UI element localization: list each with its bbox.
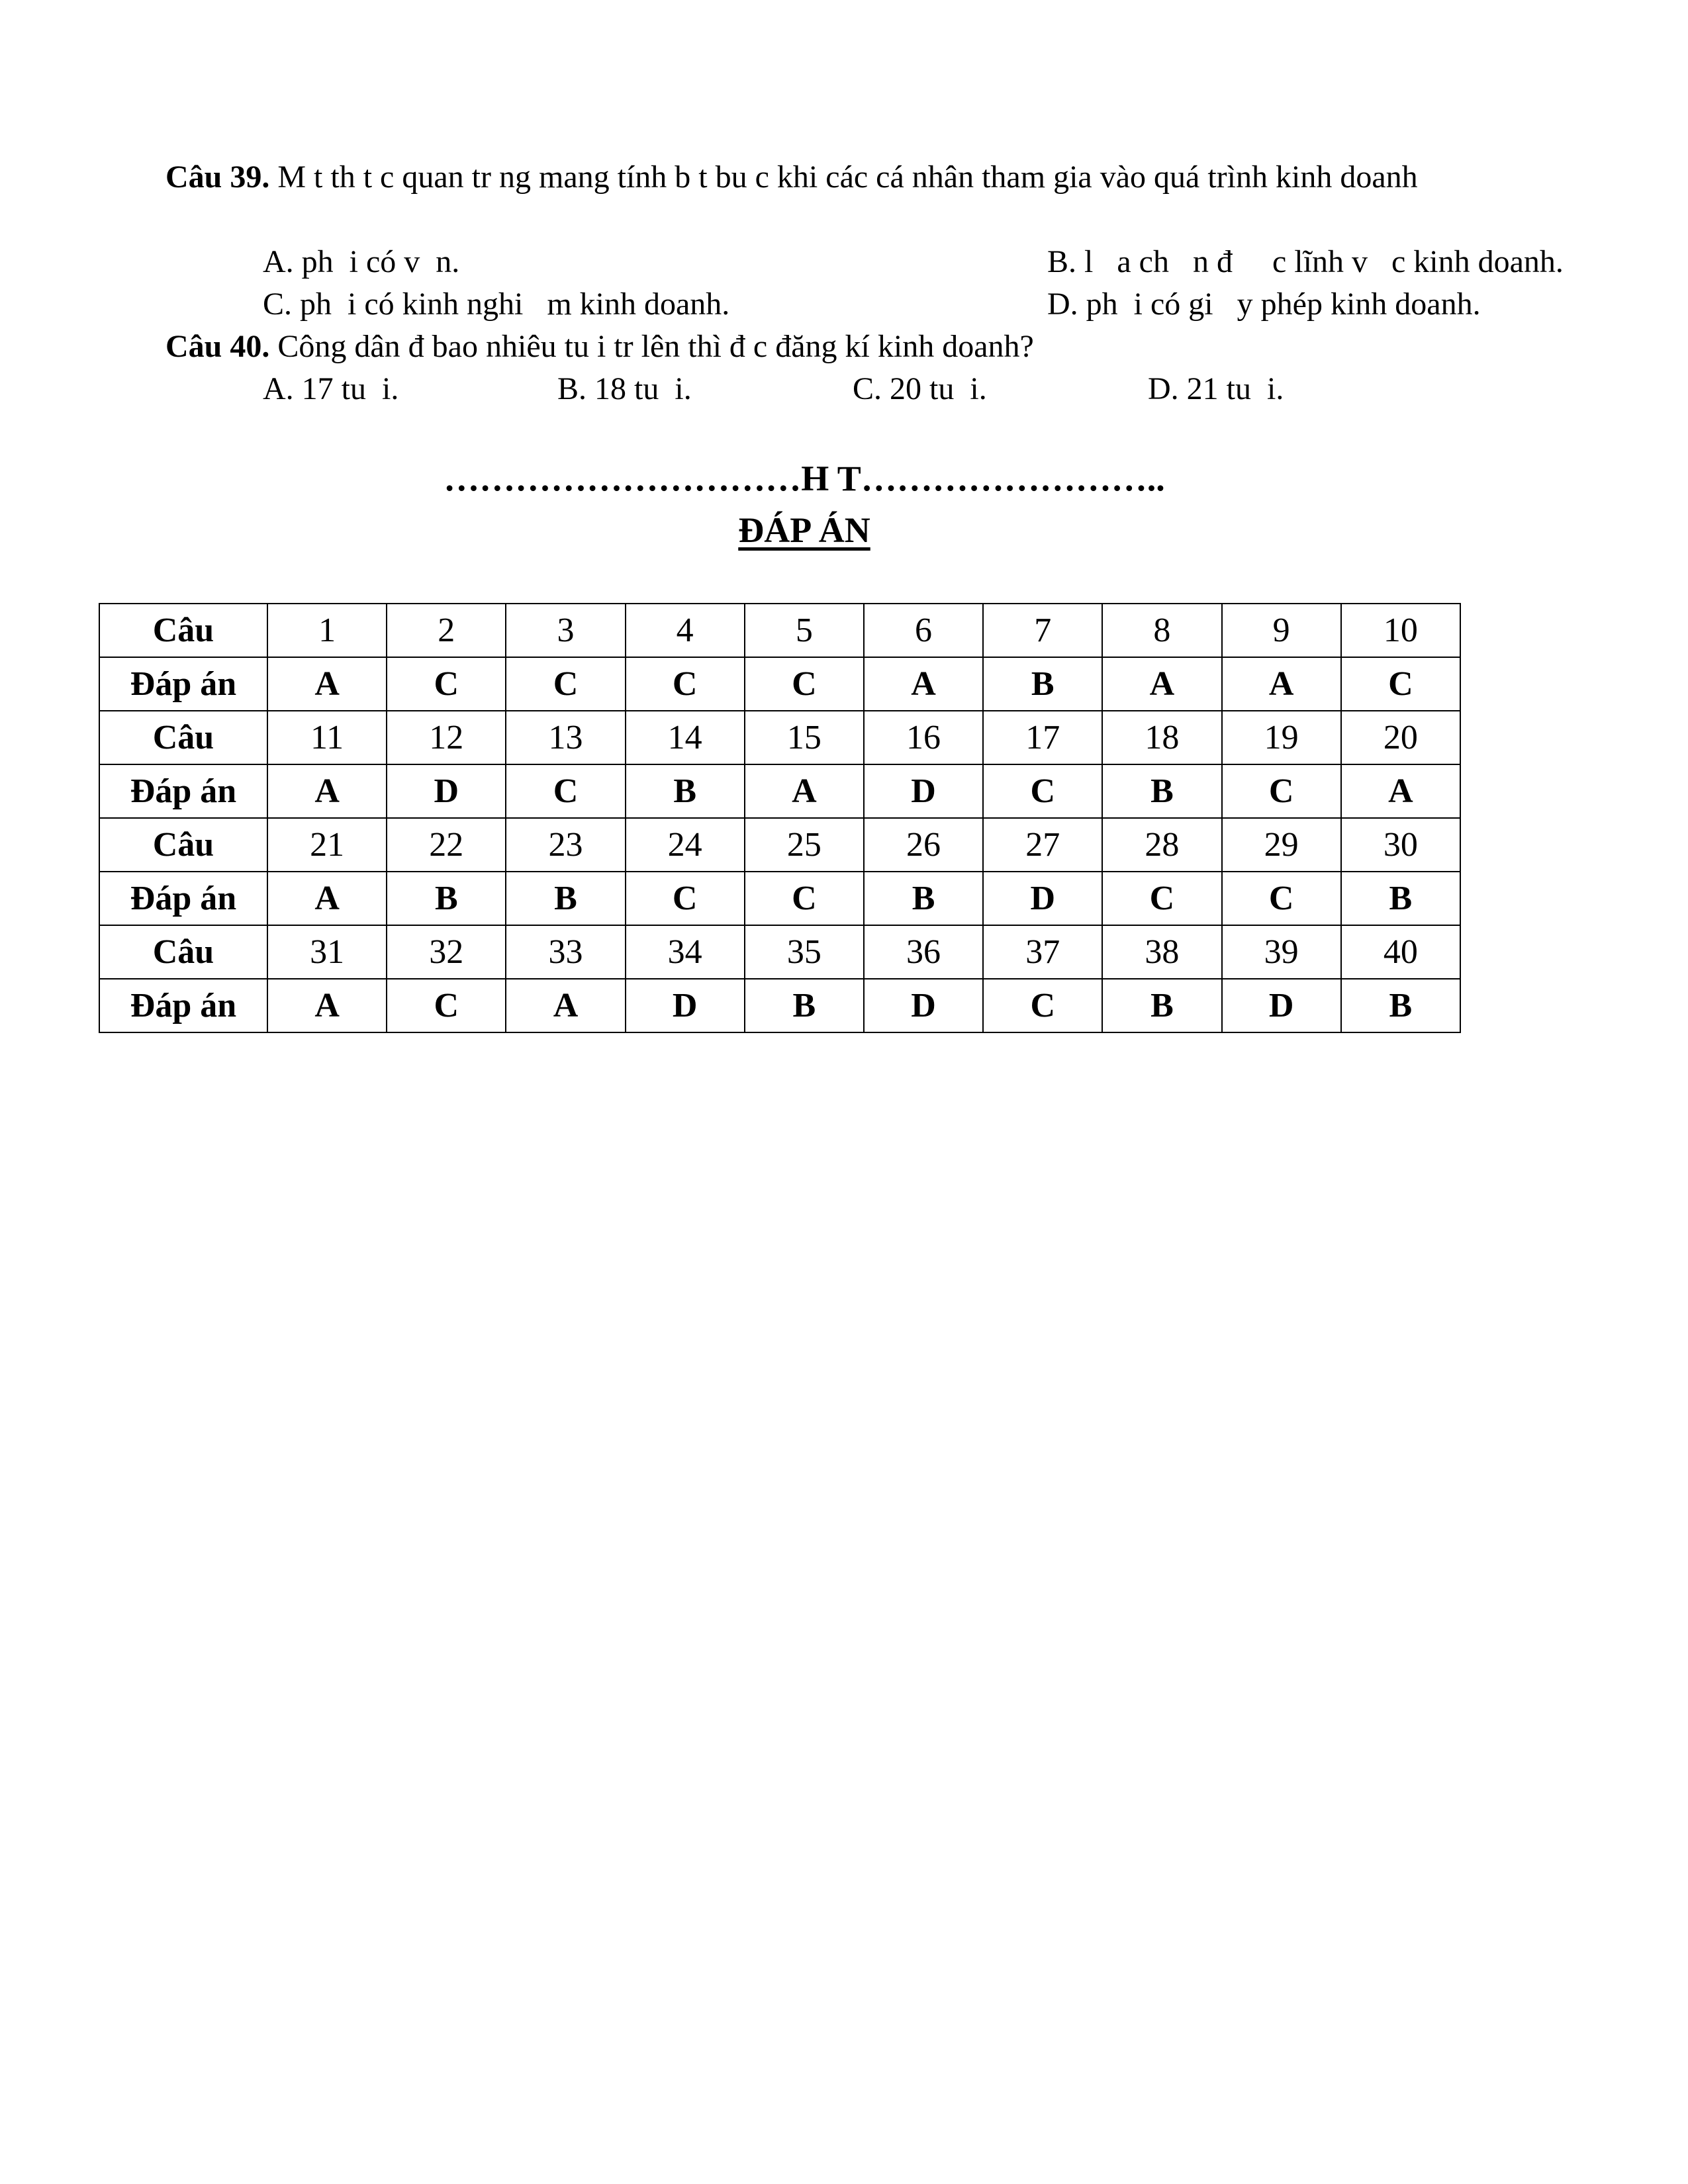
answer-cell: A [1102,657,1221,711]
answer-row [99,764,1460,818]
answer-cell: C [626,657,745,711]
answer-cell: C [1341,657,1460,711]
question-number-cell: 3 [506,604,625,657]
question-39-option-b: B. l a ch n đ c lĩnh v c kinh doanh. [1047,244,1564,279]
answer-cell: C [506,764,625,818]
answer-cell: D [983,872,1102,925]
question-row-label: Câu [99,711,267,764]
question-row-label: Câu [99,818,267,872]
answer-cell: A [506,979,625,1032]
answer-cell: A [745,764,864,818]
question-number-cell: 16 [864,711,983,764]
answer-cell: D [864,979,983,1032]
answer-cell: A [267,979,387,1032]
question-40-number: Câu 40. [165,329,270,364]
question-40-option-a: A. 17 tu i. [263,371,399,406]
answer-cell: D [1222,979,1341,1032]
question-number-cell: 2 [387,604,506,657]
question-number-row [99,604,1460,657]
question-number-cell: 40 [1341,925,1460,979]
question-40-option-c: C. 20 tu i. [853,371,987,406]
question-number-cell: 31 [267,925,387,979]
question-number-cell: 4 [626,604,745,657]
question-number-cell: 8 [1102,604,1221,657]
question-39-stem [165,156,1622,199]
question-number-cell: 35 [745,925,864,979]
answer-cell: C [387,979,506,1032]
answer-cell: A [864,657,983,711]
question-number-cell: 24 [626,818,745,872]
question-number-cell: 39 [1222,925,1341,979]
question-number-cell: 14 [626,711,745,764]
question-number-cell: 11 [267,711,387,764]
answer-cell: B [1102,979,1221,1032]
question-number-cell: 12 [387,711,506,764]
answer-cell: D [864,764,983,818]
answer-cell: D [626,979,745,1032]
answer-cell: C [1102,872,1221,925]
answer-row-label: Đáp án [99,657,267,711]
answer-cell: C [983,979,1102,1032]
question-40-option-d: D. 21 tu i. [1148,371,1284,406]
question-number-cell: 10 [1341,604,1460,657]
answer-cell: C [506,657,625,711]
question-row-label: Câu [99,604,267,657]
answer-key-table [99,603,1461,1033]
answer-cell: C [745,872,864,925]
question-number-cell: 33 [506,925,625,979]
answer-cell: B [626,764,745,818]
question-number-cell: 21 [267,818,387,872]
question-39-text: M t th t c quan tr ng mang tính b t bu c khi các cá nhân tham gia vào quá trình kinh doanh [269,159,1418,195]
answer-cell: A [1222,657,1341,711]
question-number-cell: 17 [983,711,1102,764]
answer-cell: B [745,979,864,1032]
answer-cell: A [267,872,387,925]
answer-row [99,979,1460,1032]
question-number-cell: 18 [1102,711,1221,764]
question-number-cell: 36 [864,925,983,979]
question-number-cell: 15 [745,711,864,764]
end-marker: …………………………H T…………………….. [444,459,1165,498]
question-number-cell: 26 [864,818,983,872]
question-number-cell: 23 [506,818,625,872]
answer-cell: C [1222,872,1341,925]
answer-cell: A [1341,764,1460,818]
question-number-cell: 27 [983,818,1102,872]
answer-cell: B [387,872,506,925]
question-number-cell: 13 [506,711,625,764]
answer-cell: C [745,657,864,711]
question-number-cell: 37 [983,925,1102,979]
answer-cell: C [983,764,1102,818]
answer-cell: B [983,657,1102,711]
question-number-cell: 32 [387,925,506,979]
question-number-cell: 19 [1222,711,1341,764]
question-39-option-a: A. ph i có v n. [263,244,460,279]
question-row-label: Câu [99,925,267,979]
question-number-row [99,818,1460,872]
answer-cell: B [1102,764,1221,818]
answer-cell: C [626,872,745,925]
question-40-stem [165,326,1622,368]
answer-row-label: Đáp án [99,979,267,1032]
answer-cell: B [506,872,625,925]
question-number-cell: 1 [267,604,387,657]
answer-cell: A [267,764,387,818]
question-40-text: Công dân đ bao nhiêu tu i tr lên thì đ c đăng kí kinh doanh? [269,329,1034,364]
answer-row [99,657,1460,711]
question-number-row [99,711,1460,764]
question-number-cell: 20 [1341,711,1460,764]
answer-cell: D [387,764,506,818]
answer-cell: B [1341,979,1460,1032]
question-number-cell: 28 [1102,818,1221,872]
question-39-number: Câu 39. [165,159,270,195]
question-number-cell: 5 [745,604,864,657]
question-number-cell: 7 [983,604,1102,657]
question-39-option-c: C. ph i có kinh nghi m kinh doanh. [263,287,730,322]
question-number-cell: 29 [1222,818,1341,872]
question-40-option-b: B. 18 tu i. [557,371,692,406]
answer-cell: C [387,657,506,711]
answer-row [99,872,1460,925]
answer-cell: A [267,657,387,711]
question-number-cell: 34 [626,925,745,979]
question-number-cell: 30 [1341,818,1460,872]
question-number-cell: 22 [387,818,506,872]
question-39-option-d: D. ph i có gi y phép kinh doanh. [1047,287,1481,322]
question-number-cell: 25 [745,818,864,872]
question-number-row [99,925,1460,979]
question-number-cell: 38 [1102,925,1221,979]
answer-cell: C [1222,764,1341,818]
question-number-cell: 9 [1222,604,1341,657]
answer-cell: B [1341,872,1460,925]
answer-row-label: Đáp án [99,764,267,818]
question-number-cell: 6 [864,604,983,657]
answer-row-label: Đáp án [99,872,267,925]
answer-key-title-text: ĐÁP ÁN [738,510,870,550]
answer-cell: B [864,872,983,925]
answer-key-title [0,507,1688,553]
